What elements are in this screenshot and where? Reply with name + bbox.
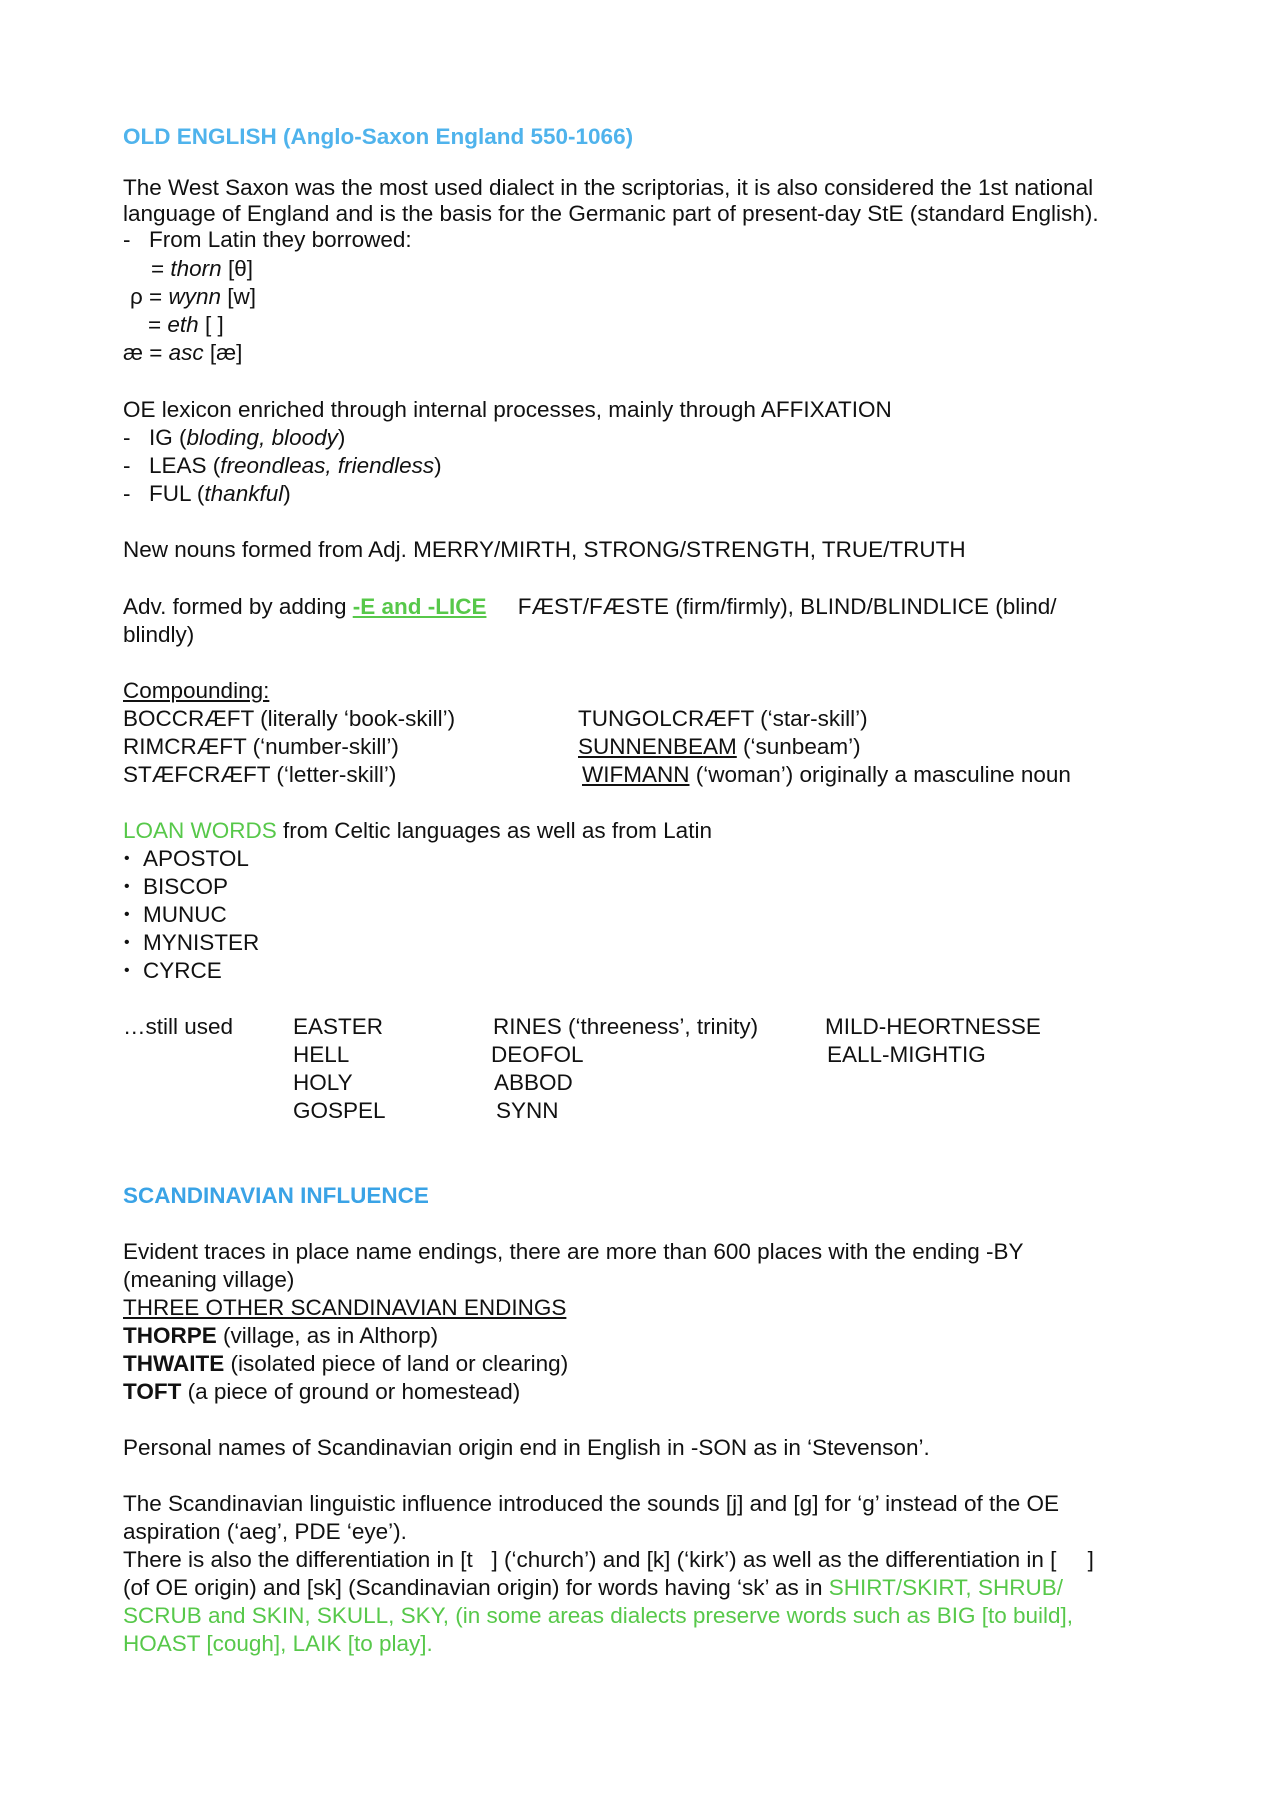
traces-line-1: Evident traces in place name endings, there are more than 600 places with the ending -BY <box>123 1239 1024 1264</box>
intro-line-1: The West Saxon was the most used dialect in the scriptorias, it is also considered the 1st national <box>123 175 1094 200</box>
compound-left-3: STÆFCRÆFT (‘letter-skill’) <box>123 762 397 787</box>
still-col1-word: EASTER <box>293 1014 384 1039</box>
affix-leas: LEAS (freondleas, friendless) <box>149 453 442 478</box>
compound-left-1: BOCCRÆFT (literally ‘book-skill’) <box>123 706 456 731</box>
loan-word-item: MUNUC <box>143 902 227 927</box>
bullet-icon: • <box>124 906 130 923</box>
compound-right-1: TUNGOLCRÆFT (‘star-skill’) <box>578 706 868 731</box>
still-col1-word: HOLY <box>293 1070 353 1095</box>
intro-line-2: language of England and is the basis for the Germanic part of present-day StE (standard English). <box>123 201 1099 226</box>
still-col2-word: DEOFOL <box>491 1042 584 1067</box>
still-col1-word: HELL <box>293 1042 350 1067</box>
old-english-heading: OLD ENGLISH (Anglo-Saxon England 550-1066) <box>123 124 634 149</box>
traces-line-2: (meaning village) <box>123 1267 295 1292</box>
diff-line-4: HOAST [cough], LAIK [to play]. <box>123 1631 433 1656</box>
dash-icon: - <box>123 453 131 478</box>
latin-borrowed-item: From Latin they borrowed: <box>149 227 412 252</box>
adv-suffix-highlight: -E and -LICE <box>352 594 487 619</box>
endings-title: THREE OTHER SCANDINAVIAN ENDINGS <box>123 1295 567 1320</box>
bullet-icon: • <box>124 850 130 867</box>
loan-word-item: MYNISTER <box>143 930 260 955</box>
compounding-title: Compounding: <box>123 678 270 703</box>
loan-word-item: BISCOP <box>143 874 229 899</box>
nouns-line: New nouns formed from Adj. MERRY/MIRTH, STRONG/STRENGTH, TRUE/TRUTH <box>123 537 966 562</box>
compound-right-2: SUNNENBEAM (‘sunbeam’) <box>578 734 861 759</box>
personal-names-line: Personal names of Scandinavian origin end in English in -SON as in ‘Stevenson’. <box>123 1435 930 1460</box>
sounds-line-2: aspiration (‘aeg’, PDE ‘eye’). <box>123 1519 407 1544</box>
affix-ful: FUL (thankful) <box>149 481 291 506</box>
ending-toft: TOFT (a piece of ground or homestead) <box>123 1379 521 1404</box>
scandinavian-heading: SCANDINAVIAN INFLUENCE <box>123 1183 429 1208</box>
letter-wynn: ρ = wynn [w] <box>130 284 256 309</box>
adv-line-1: Adv. formed by adding -E and -LICE FÆST/FÆSTE (firm/firmly), BLIND/BLINDLICE (blind/ <box>123 594 1057 619</box>
diff-line-3: SCRUB and SKIN, SKULL, SKY, (in some areas dialects preserve words such as BIG [to build], <box>123 1603 1074 1628</box>
dash-icon: - <box>123 227 131 252</box>
letter-asc: æ = asc [æ] <box>123 340 243 365</box>
loan-words-line: LOAN WORDS from Celtic languages as well as from Latin <box>123 818 712 843</box>
still-col3-word: MILD-HEORTNESSE <box>825 1014 1041 1039</box>
adv-line-2: blindly) <box>123 622 195 647</box>
letter-thorn: = thorn [θ] <box>151 256 253 281</box>
still-col2-word: SYNN <box>496 1098 559 1123</box>
still-col1-word: GOSPEL <box>293 1098 386 1123</box>
still-col3-word: EALL-MIGHTIG <box>827 1042 986 1067</box>
letter-eth: = eth [ ] <box>148 312 224 337</box>
bullet-icon: • <box>124 878 130 895</box>
sounds-line-1: The Scandinavian linguistic influence introduced the sounds [j] and [g] for ‘g’ instead of the OE <box>123 1491 1059 1516</box>
loan-word-item: APOSTOL <box>143 846 249 871</box>
loan-word-item: CYRCE <box>143 958 222 983</box>
still-col2-word: RINES (‘threeness’, trinity) <box>493 1014 759 1039</box>
still-used-label: …still used <box>123 1014 234 1039</box>
lexicon-line: OE lexicon enriched through internal processes, mainly through AFFIXATION <box>123 397 892 422</box>
bullet-icon: • <box>124 934 130 951</box>
compound-right-3: WIFMANN (‘woman’) originally a masculine noun <box>582 762 1071 787</box>
dash-icon: - <box>123 481 131 506</box>
dash-icon: - <box>123 425 131 450</box>
compound-left-2: RIMCRÆFT (‘number-skill’) <box>123 734 399 759</box>
affix-ig: IG (bloding, bloody) <box>149 425 346 450</box>
diff-line-1: There is also the differentiation in [t ] (‘church’) and [k] (‘kirk’) as well as the differentiation in [ ] <box>123 1547 1094 1572</box>
still-col2-word: ABBOD <box>494 1070 573 1095</box>
ending-thorpe: THORPE (village, as in Althorp) <box>123 1323 439 1348</box>
diff-line-2: (of OE origin) and [sk] (Scandinavian origin) for words having ‘sk’ as in SHIRT/SKIRT, SHRUB/ <box>123 1575 1063 1600</box>
ending-thwaite: THWAITE (isolated piece of land or clearing) <box>123 1351 569 1376</box>
bullet-icon: • <box>124 962 130 979</box>
